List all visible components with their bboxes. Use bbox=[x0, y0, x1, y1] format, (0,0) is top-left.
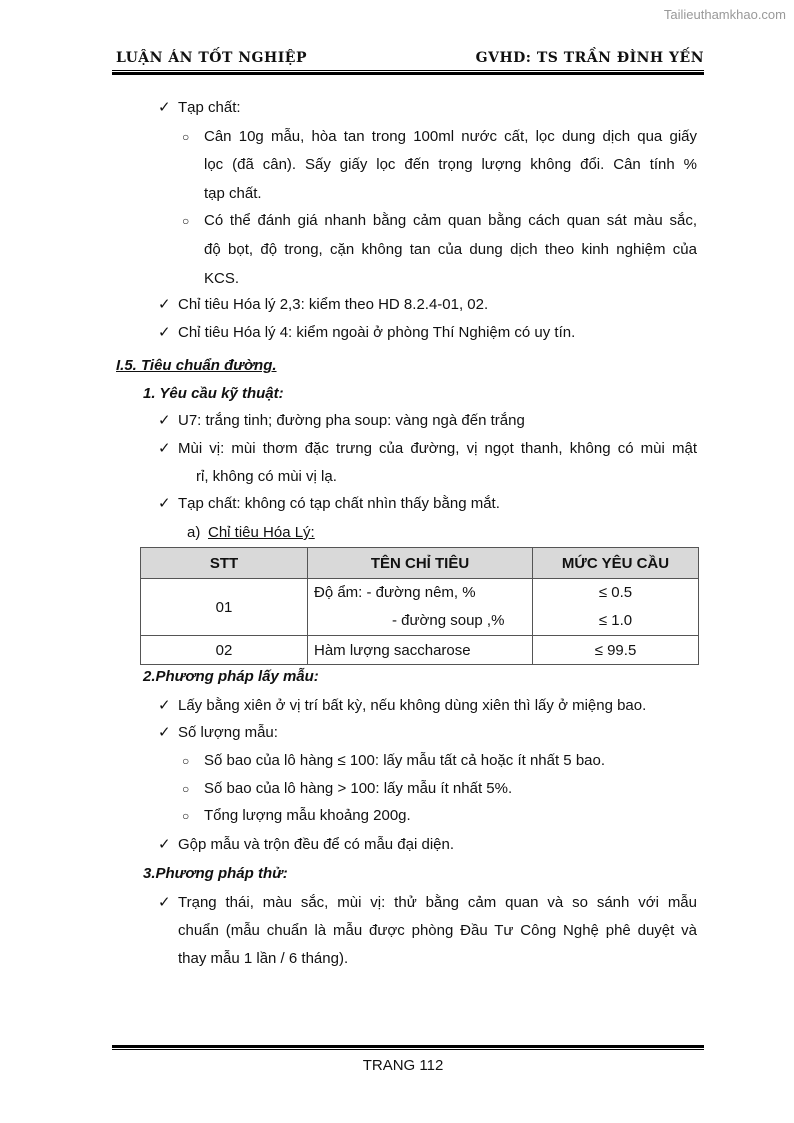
cell: Hàm lượng saccharose bbox=[308, 636, 533, 665]
text: lọc (đã cân). Sấy giấy lọc đến trọng lượng không đổi. Cân tính % bbox=[204, 156, 697, 173]
cell-line: ≤ 0.5 bbox=[598, 584, 633, 601]
subheading: 1. Yêu cầu kỹ thuật: bbox=[143, 385, 284, 402]
check-icon: ✓ bbox=[158, 724, 171, 741]
text: thay mẫu 1 lần / 6 tháng). bbox=[178, 950, 349, 967]
check-icon: ✓ bbox=[158, 440, 171, 457]
text: U7: trắng tinh; đường pha soup: vàng ngà đến trắng bbox=[178, 412, 525, 429]
text: Lấy bằng xiên ở vị trí bất kỳ, nếu không dùng xiên thì lấy ở miệng bao. bbox=[178, 697, 647, 714]
text: Số bao của lô hàng > 100: lấy mẫu ít nhất 5%. bbox=[204, 780, 513, 797]
text: Chỉ tiêu Hóa lý 4: kiểm ngoài ở phòng Thí Nghiệm có uy tín. bbox=[178, 324, 576, 341]
check-icon: ✓ bbox=[158, 495, 171, 512]
check-icon: ✓ bbox=[158, 296, 171, 313]
watermark: Tailieuthamkhao.com bbox=[663, 7, 786, 22]
text: Tạp chất: bbox=[178, 99, 241, 116]
quality-table bbox=[140, 547, 699, 665]
subheading: 3.Phương pháp thử: bbox=[143, 865, 288, 882]
cell: ≤ 99.5 bbox=[533, 636, 699, 665]
text: Số lượng mẫu: bbox=[178, 724, 278, 741]
text: Số bao của lô hàng ≤ 100: lấy mẫu tất cả hoặc ít nhất 5 bao. bbox=[204, 752, 606, 769]
column-header: STT bbox=[141, 548, 308, 579]
column-header: TÊN CHỈ TIÊU bbox=[308, 548, 533, 579]
table-row bbox=[141, 636, 699, 665]
check-icon: ✓ bbox=[158, 894, 171, 911]
text: Mùi vị: mùi thơm đặc trưng của đường, vị ngọt thanh, không có mùi mật bbox=[178, 440, 697, 457]
cell: 01 bbox=[141, 579, 308, 636]
circle-bullet-icon: ○ bbox=[182, 754, 190, 768]
text: Chỉ tiêu Hóa lý 2,3: kiểm theo HD 8.2.4-01, 02. bbox=[178, 296, 489, 313]
text: Cân 10g mẫu, hòa tan trong 100ml nước cất, lọc dung dịch qua giấy bbox=[204, 128, 697, 145]
text: tạp chất. bbox=[204, 185, 262, 202]
cell bbox=[308, 579, 533, 636]
check-icon: ✓ bbox=[158, 412, 171, 429]
text: Trạng thái, màu sắc, mùi vị: thử bằng cảm quan và so sánh với mẫu bbox=[178, 894, 697, 911]
circle-bullet-icon: ○ bbox=[182, 130, 190, 144]
cell-line: Độ ẩm: - đường nêm, % bbox=[314, 584, 476, 601]
text: KCS. bbox=[204, 270, 240, 287]
text: a) bbox=[187, 524, 201, 541]
check-icon: ✓ bbox=[158, 99, 171, 116]
cell bbox=[533, 579, 699, 636]
circle-bullet-icon: ○ bbox=[182, 809, 190, 823]
table-title: Chỉ tiêu Hóa Lý: bbox=[208, 524, 315, 541]
text: Có thể đánh giá nhanh bằng cảm quan bằng cách quan sát màu sắc, bbox=[204, 212, 697, 229]
header-rule bbox=[112, 70, 704, 75]
text: rỉ, không có mùi vị lạ. bbox=[196, 468, 337, 485]
section-heading: I.5. Tiêu chuẩn đường. bbox=[116, 357, 277, 374]
text: độ bọt, độ trong, cặn không tan của dung dịch theo kinh nghiệm của bbox=[204, 241, 697, 258]
page-number: TRANG 112 bbox=[362, 1057, 444, 1074]
header-right: GVHD: TS TRẦN ĐÌNH YẾN bbox=[475, 50, 704, 66]
cell-line: - đường soup ,% bbox=[392, 612, 505, 629]
footer-rule bbox=[112, 1045, 704, 1050]
subheading: 2.Phương pháp lấy mẫu: bbox=[143, 668, 319, 685]
text: chuẩn (mẫu chuẩn là mẫu được phòng Đầu Tư Công Nghệ phê duyệt và bbox=[178, 922, 697, 939]
text: Gộp mẫu và trộn đều để có mẫu đại diện. bbox=[178, 836, 455, 853]
cell-line: ≤ 1.0 bbox=[598, 612, 633, 629]
check-icon: ✓ bbox=[158, 836, 171, 853]
text: Tổng lượng mẫu khoảng 200g. bbox=[204, 807, 411, 824]
cell: 02 bbox=[141, 636, 308, 665]
column-header: MỨC YÊU CẦU bbox=[533, 548, 699, 579]
circle-bullet-icon: ○ bbox=[182, 214, 190, 228]
check-icon: ✓ bbox=[158, 697, 171, 714]
check-icon: ✓ bbox=[158, 324, 171, 341]
text: Tạp chất: không có tạp chất nhìn thấy bằng mắt. bbox=[178, 495, 500, 512]
header-left: LUẬN ÁN TỐT NGHIỆP bbox=[116, 50, 307, 66]
table-header-row bbox=[141, 548, 699, 579]
circle-bullet-icon: ○ bbox=[182, 782, 190, 796]
table-row bbox=[141, 579, 699, 636]
